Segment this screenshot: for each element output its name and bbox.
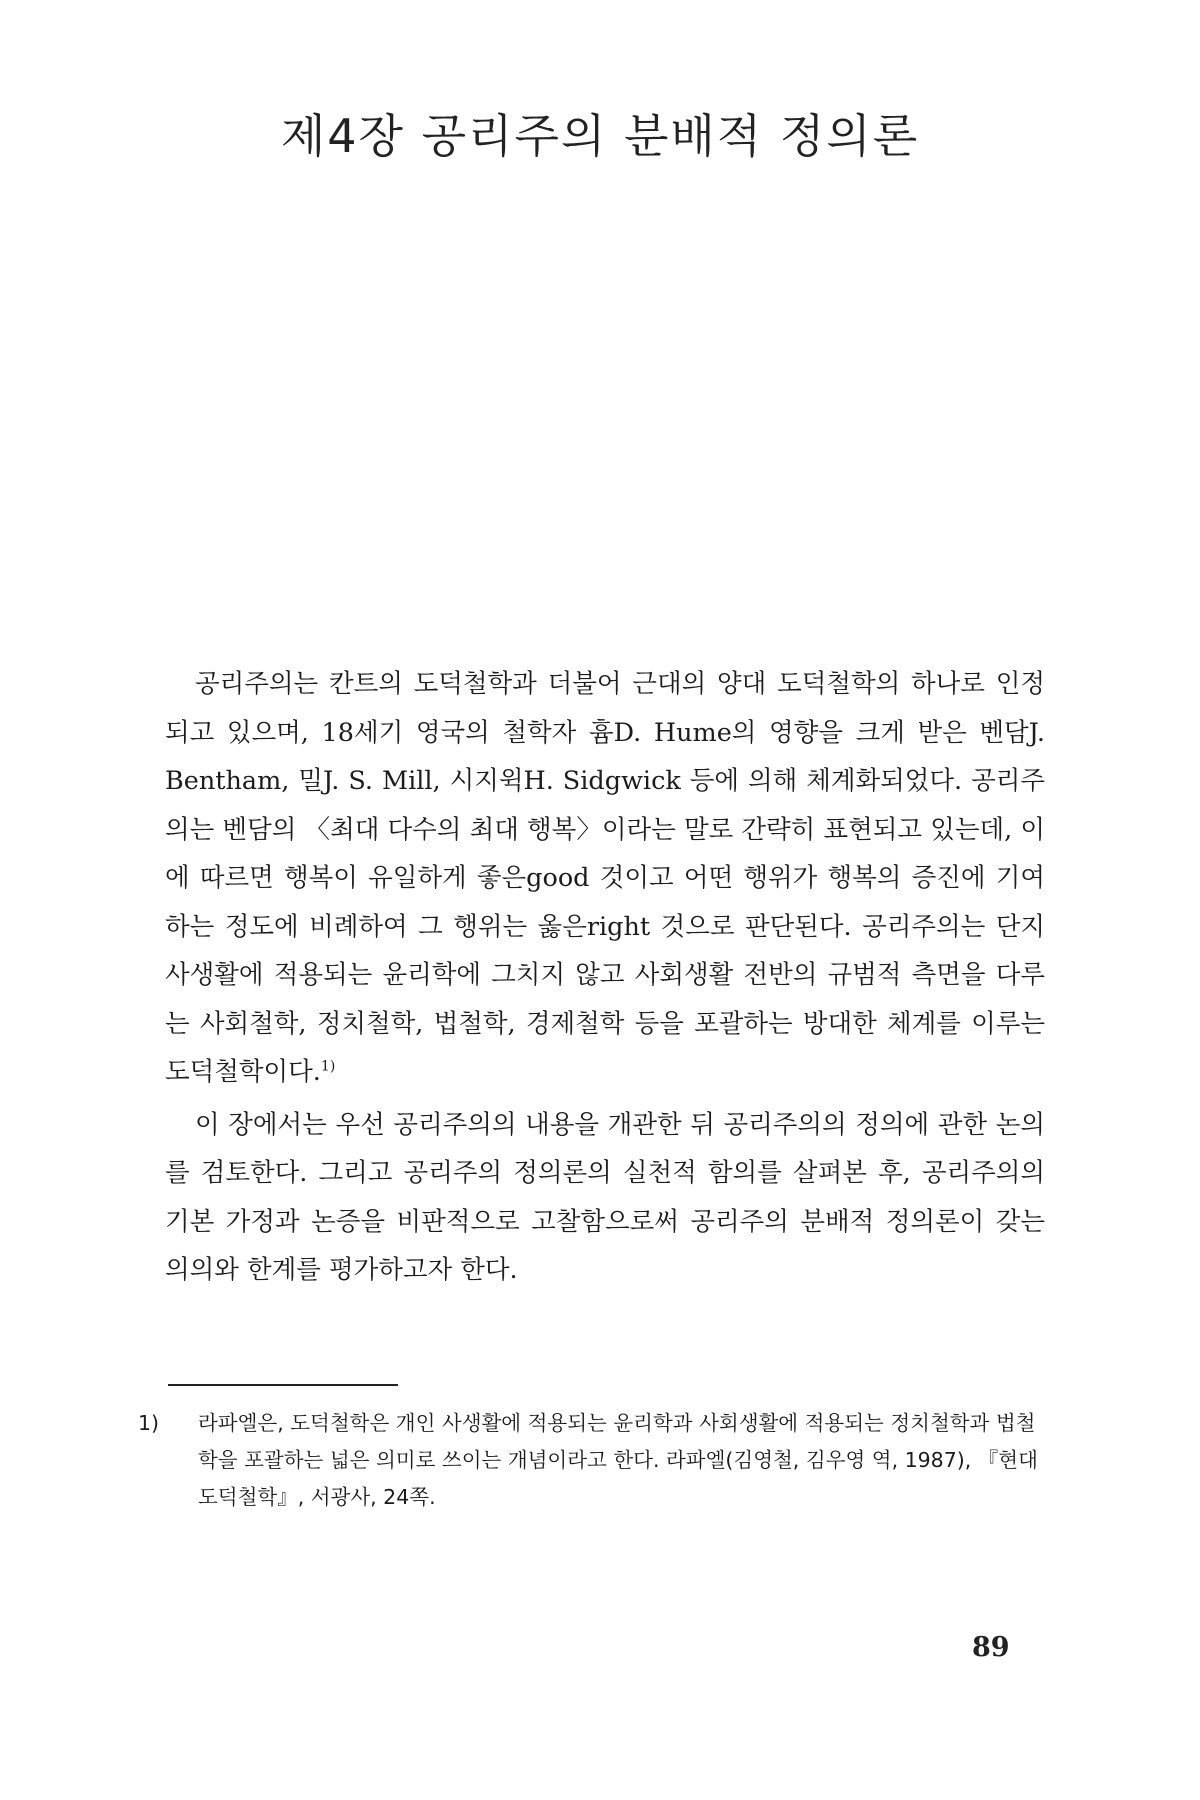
- page-number: 89: [972, 1632, 1010, 1663]
- footnote-body: [138, 1405, 1048, 1516]
- paragraph-1: [165, 660, 1045, 1097]
- footnote-number: 1): [138, 1411, 160, 1435]
- paragraph-1-text: 공리주의는 칸트의 도덕철학과 더불어 근대의 양대 도덕철학의 하나로 인정되고 있으며, 18세기 영국의 철학자 흄D. Hume의 영향을 크게 받은 벤담J. Bentham, 밀J. S. Mill, 시지윅H. Sidgwick 등에 의해 체계화되었다. 공리주의는 벤담의 〈최대 다수의 최대 행복〉이라는 말로 간략히 표현되고 있는데, 이에 따르면 행복이 유일하게 좋은good 것이고 어떤 행위가 행복의 증진에 기여하는 정도에 비례하여 그 행위는 옳은right 것으로 판단된다. 공리주의는 단지 사생활에 적용되는 윤리학에 그치지 않고 사회생활 전반의 규범적 측면을 다루는 사회철학, 정치철학, 법철학, 경제철학 등을 포괄하는 방대한 체계를 이루는 도덕철학이다.: [165, 669, 1045, 1087]
- footnote-reference: 1): [320, 1058, 336, 1075]
- paragraph-2-text: 이 장에서는 우선 공리주의의 내용을 개관한 뒤 공리주의의 정의에 관한 논의를 검토한다. 그리고 공리주의 정의론의 실천적 함의를 살펴본 후, 공리주의의 기본 가정과 논증을 비판적으로 고찰함으로써 공리주의 분배적 정의론이 갖는 의의와 한계를 평가하고자 한다.: [165, 1109, 1045, 1285]
- body-text: [165, 660, 1045, 1295]
- chapter-title: 제4장 공리주의 분배적 정의론: [280, 109, 920, 163]
- footnote-text: 라파엘은, 도덕철학은 개인 사생활에 적용되는 윤리학과 사회생활에 적용되는 정치철학과 법철학을 포괄하는 넓은 의미로 쓰이는 개념이라고 한다. 라파엘(김영철, 김우영 역, 1987), 『현대도덕철학』, 서광사, 24쪽.: [198, 1411, 1038, 1509]
- footnote-divider: [168, 1384, 398, 1386]
- footnote: [138, 1405, 1048, 1516]
- paragraph-2: [165, 1101, 1045, 1295]
